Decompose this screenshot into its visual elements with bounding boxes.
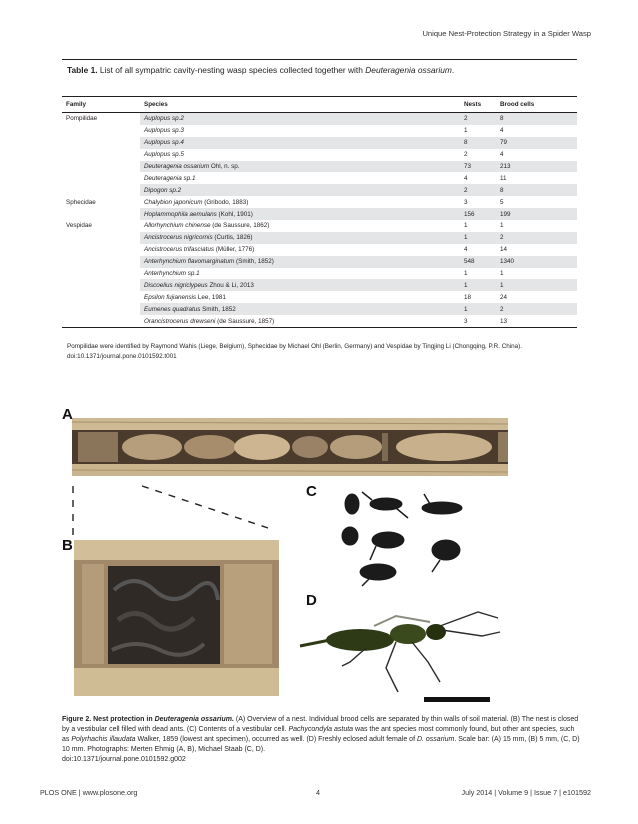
panel-b-vestibular-cell-photo <box>74 540 279 696</box>
species-name: Orancistrocerus drewseni <box>144 317 216 325</box>
species-name: Eumenes quadratus <box>144 305 201 313</box>
cell-species <box>140 172 460 184</box>
figure-caption <box>62 715 582 765</box>
cell-brood-cells: 199 <box>496 208 577 220</box>
cell-family <box>62 315 140 327</box>
cell-brood-cells: 24 <box>500 293 508 301</box>
cell-family <box>62 279 140 291</box>
cell-family <box>62 208 140 220</box>
panel-label-a: A <box>62 406 73 423</box>
cell-family: Vespidae <box>66 222 92 230</box>
table-footnote-text: Pompilidae were identified by Raymond Wahis (Liege, Belgium), Sphecidae by Michael Ohl (Berlin, Germany) and Vespidae by Tingjing Li (Chongqing, P.R. China). <box>67 343 523 351</box>
cell-nests: 1 <box>464 222 468 230</box>
cell-species <box>140 161 460 173</box>
cell-brood-cells: 2 <box>496 232 577 244</box>
cell-nests: 1 <box>460 232 496 244</box>
running-head: Unique Nest-Protection Strategy in a Spider Wasp <box>422 29 591 38</box>
table-row <box>62 137 577 149</box>
cell-nests: 1 <box>464 270 468 278</box>
cell-species <box>140 268 460 280</box>
table-row <box>62 208 577 220</box>
figure-caption-part-d: . Scale bar: (A) 15 mm, (B) 5 mm, (C, D) 10 mm. Photographs: Merten Ehmig (A, B), Michael Staab (C, D). <box>62 736 580 753</box>
connector-lines <box>73 486 268 536</box>
species-name: Auplopus sp.5 <box>144 151 184 159</box>
species-author: (de Saussure, 1862) <box>210 222 270 230</box>
table-caption-end: . <box>451 65 455 75</box>
table-caption-label: Table 1. <box>67 65 98 75</box>
panel-c-ants-photo <box>342 492 462 586</box>
table-row <box>62 220 577 232</box>
cell-family <box>62 232 140 244</box>
species-name: Anterhynchium flavomarginatum <box>144 258 235 266</box>
table-row <box>62 244 577 256</box>
footer-journal: PLOS ONE | www.plosone.org <box>40 788 138 797</box>
species-name: Epsilon fujianensis <box>144 293 197 301</box>
species-name: Deuteragenia ossarium <box>144 163 210 170</box>
cell-family: Sphecidae <box>66 198 96 206</box>
species-name: Chalybion japonicum <box>144 198 203 206</box>
table-row <box>62 113 577 125</box>
cell-nests: 548 <box>460 256 496 268</box>
header-brood-cells: Brood cells <box>496 97 577 113</box>
cell-brood-cells: 5 <box>500 198 504 206</box>
table-row <box>62 125 577 137</box>
panel-label-b: B <box>62 537 73 554</box>
cell-species <box>140 256 460 268</box>
cell-nests: 3 <box>460 315 496 327</box>
cell-species <box>140 149 460 161</box>
cell-species <box>140 184 460 196</box>
table-row <box>62 268 577 280</box>
footer-page-number: 4 <box>316 788 320 797</box>
figure-caption-part-c: Walker, 1859 (lowest ant specimen), occurred as well. (D) Freshly eclosed adult female of <box>135 736 417 743</box>
header-species: Species <box>140 97 460 113</box>
cell-family <box>62 244 140 256</box>
cell-brood-cells: 1 <box>500 270 504 278</box>
species-author: (Gribodo, 1883) <box>202 198 249 206</box>
table-footnote <box>62 342 577 361</box>
cell-nests: 156 <box>460 208 496 220</box>
species-name: Allorhynchium chinense <box>144 222 211 230</box>
figure-caption-label: Figure 2. Nest protection in <box>62 716 155 723</box>
species-author: (de Saussure, 1857) <box>215 317 275 325</box>
cell-species <box>140 208 460 220</box>
table-row <box>62 291 577 303</box>
table-header-row <box>62 97 577 113</box>
cell-family <box>62 303 140 315</box>
table-doi: doi:10.1371/journal.pone.0101592.t001 <box>67 352 177 360</box>
species-author: Zhou & Li, 2013 <box>207 281 254 289</box>
figure-caption-part-a: (A) Overview of a nest. Individual brood cells are separated by thin walls of soil material. (B) The nest is closed by a vestibular cell filled with dead ants. (C) Contents of a vestibular cell. <box>62 716 579 733</box>
cell-family <box>62 291 140 303</box>
species-name: Auplopus sp.2 <box>144 115 184 123</box>
cell-family <box>62 161 140 173</box>
figure-caption-species-3: D. ossarium <box>416 736 455 743</box>
cell-species <box>140 113 460 125</box>
cell-family <box>62 137 140 149</box>
cell-species <box>140 196 460 208</box>
cell-species <box>140 220 460 232</box>
cell-species <box>140 244 460 256</box>
cell-brood-cells: 8 <box>496 113 577 125</box>
figure-caption-part-b: was the ant species most commonly found, but other ant species, such as <box>62 726 575 743</box>
figure-caption-species-2: Polyrhachis illaudata <box>71 736 136 743</box>
cell-nests: 4 <box>464 174 468 182</box>
species-author: (Kohl, 1901) <box>216 210 253 218</box>
figure-caption-species-1: Pachycondyla astuta <box>288 726 354 733</box>
species-name: Dipogon sp.2 <box>144 186 182 194</box>
cell-brood-cells: 1 <box>500 222 504 230</box>
species-author: (Müller, 1776) <box>214 246 255 254</box>
table-row <box>62 279 577 291</box>
table-caption-species: Deuteragenia ossarium <box>365 65 452 75</box>
cell-family <box>62 125 140 137</box>
species-name: Deuteragenia sp.1 <box>144 174 196 182</box>
panel-d-wasp-photo <box>300 612 500 692</box>
figure-doi: doi:10.1371/journal.pone.0101592.g002 <box>62 756 186 763</box>
cell-nests: 1 <box>460 303 496 315</box>
cell-nests: 2 <box>460 113 496 125</box>
cell-species <box>140 137 460 149</box>
cell-family <box>62 184 140 196</box>
panel-a-nest-photo <box>72 418 508 476</box>
table-caption-text: List of all sympatric cavity-nesting wasp species collected together with <box>97 65 366 75</box>
cell-nests: 3 <box>464 198 468 206</box>
cell-brood-cells: 79 <box>496 137 577 149</box>
cell-nests: 4 <box>464 246 468 254</box>
footer-issue: July 2014 | Volume 9 | Issue 7 | e101592 <box>461 788 591 797</box>
cell-brood-cells: 1 <box>496 279 577 291</box>
species-name: Anterhynchium sp.1 <box>144 270 200 278</box>
cell-brood-cells: 213 <box>496 161 577 173</box>
species-author: Lee, 1981 <box>196 293 226 301</box>
cell-brood-cells: 8 <box>496 184 577 196</box>
cell-nests: 2 <box>464 151 468 159</box>
cell-brood-cells: 2 <box>496 303 577 315</box>
species-name: Discoelius nigriclypeus <box>144 281 208 289</box>
species-name: Ancistrocerus trifasciatus <box>144 246 214 254</box>
table-row <box>62 161 577 173</box>
cell-species <box>140 303 460 315</box>
figure-caption-species: Deuteragenia ossarium. <box>154 716 234 723</box>
cell-nests: 1 <box>464 127 468 135</box>
cell-species <box>140 315 460 327</box>
figure-2-photographs <box>0 400 638 710</box>
cell-nests: 18 <box>464 293 472 301</box>
table-row <box>62 184 577 196</box>
scale-bar <box>424 697 490 702</box>
panel-label-d: D <box>306 592 317 609</box>
cell-family <box>62 256 140 268</box>
cell-brood-cells: 4 <box>500 151 504 159</box>
species-name: Auplopus sp.4 <box>144 139 184 147</box>
cell-family: Pompilidae <box>66 115 98 123</box>
species-author: Ohl, n. sp. <box>209 163 240 170</box>
table-caption <box>62 60 577 79</box>
table-row <box>62 303 577 315</box>
species-author: (Smith, 1852) <box>234 258 274 266</box>
panel-label-c: C <box>306 483 317 500</box>
figure-2 <box>0 400 638 710</box>
cell-family <box>62 149 140 161</box>
species-author: Smith, 1852 <box>200 305 236 313</box>
species-name: Ancistrocerus nigricornis <box>144 234 213 242</box>
cell-nests: 2 <box>460 184 496 196</box>
cell-family <box>62 172 140 184</box>
table-row <box>62 196 577 208</box>
species-name: Hoplammophila aemulans <box>144 210 217 218</box>
cell-brood-cells: 13 <box>496 315 577 327</box>
cell-brood-cells: 11 <box>500 174 507 182</box>
table-row <box>62 172 577 184</box>
cell-species <box>140 291 460 303</box>
cell-family <box>62 268 140 280</box>
species-name: Auplopus sp.3 <box>144 127 184 135</box>
cell-species <box>140 232 460 244</box>
table-1 <box>62 59 577 361</box>
cell-nests: 73 <box>460 161 496 173</box>
header-nests: Nests <box>460 97 496 113</box>
cell-nests: 8 <box>460 137 496 149</box>
cell-nests: 1 <box>460 279 496 291</box>
species-author: (Curtis, 1826) <box>212 234 253 242</box>
cell-species <box>140 279 460 291</box>
table-row <box>62 232 577 244</box>
species-table <box>62 97 577 328</box>
cell-brood-cells: 14 <box>500 246 508 254</box>
table-row <box>62 256 577 268</box>
cell-species <box>140 125 460 137</box>
header-family: Family <box>62 97 140 113</box>
cell-brood-cells: 1340 <box>496 256 577 268</box>
cell-brood-cells: 4 <box>500 127 504 135</box>
table-row <box>62 315 577 327</box>
table-row <box>62 149 577 161</box>
